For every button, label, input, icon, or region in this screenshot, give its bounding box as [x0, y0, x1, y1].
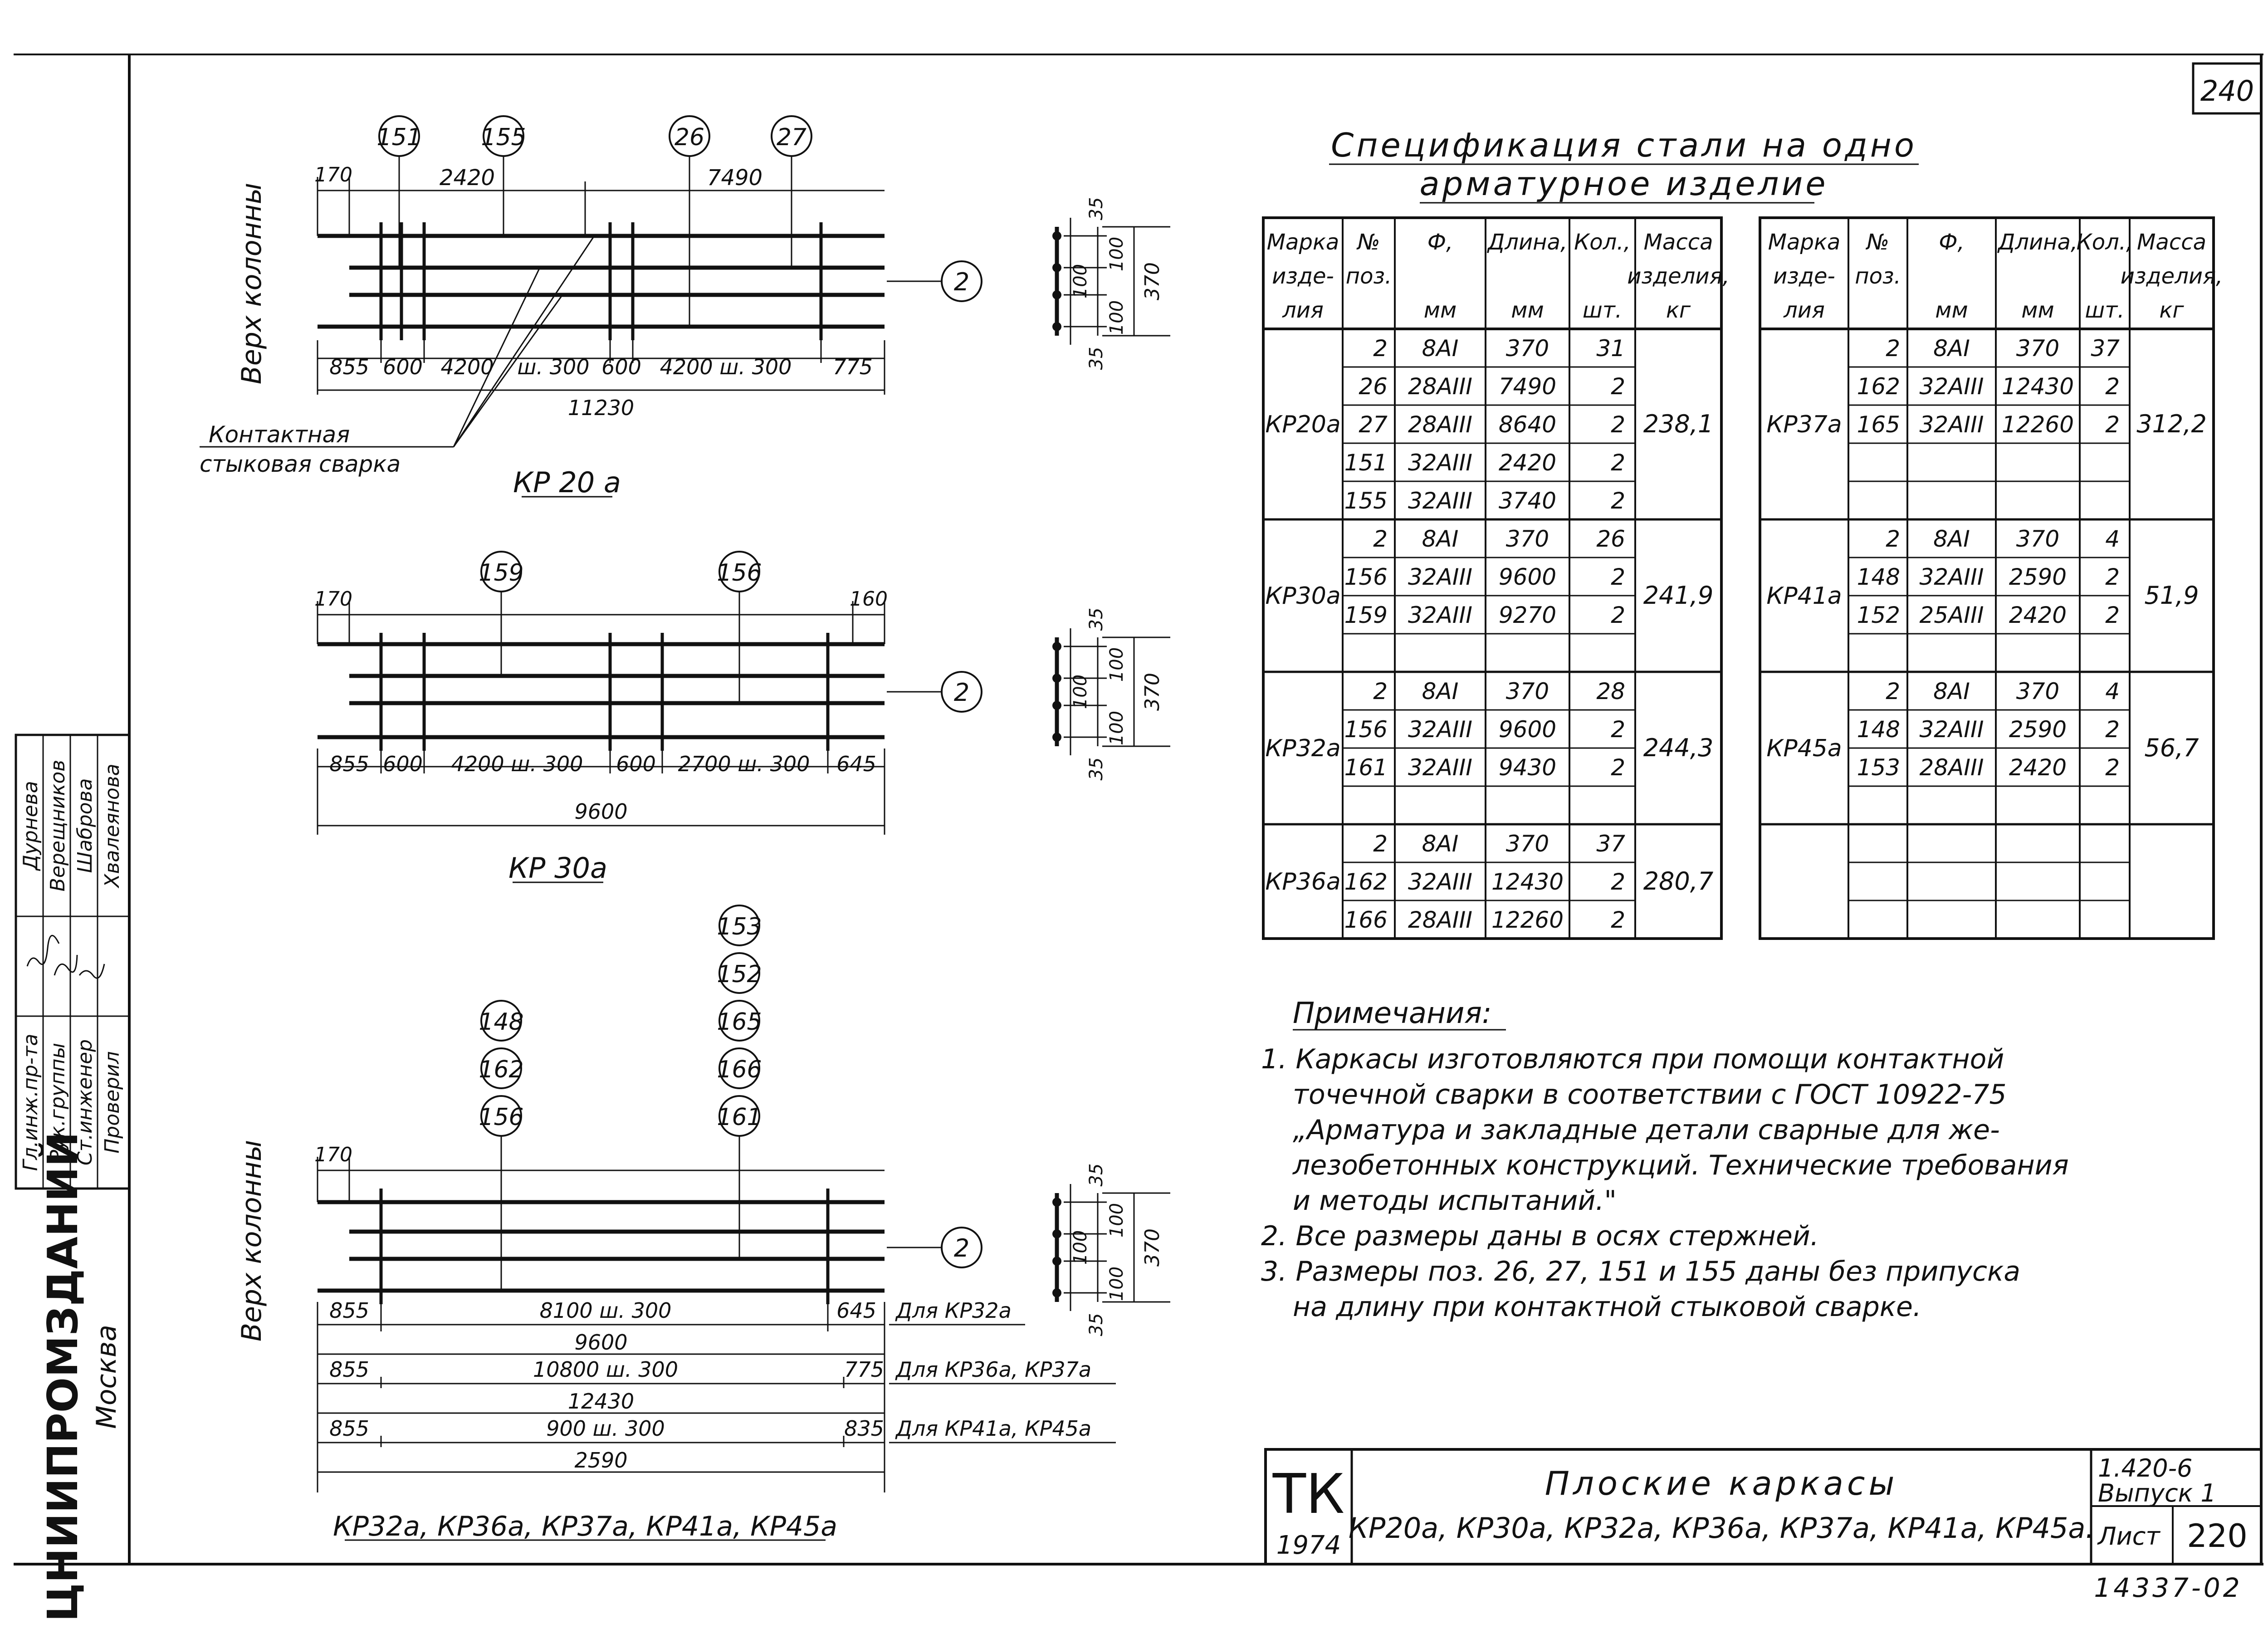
name-shabrova: Шаброва	[73, 778, 97, 873]
spec-length: 370	[2016, 335, 2060, 362]
drawing1-caption: КР 20 а	[513, 466, 621, 499]
svg-text:35: 35	[1086, 197, 1107, 220]
svg-text:775: 775	[844, 1357, 884, 1382]
drawing2-dim-4200-step: 4200 ш. 300	[451, 752, 583, 776]
spec-diameter: 32АIII	[1919, 411, 1984, 438]
spec-diameter: 32АIII	[1408, 869, 1473, 895]
spec-length: 12430	[1491, 869, 1564, 895]
drawing1-dim-7490: 7490	[707, 165, 763, 191]
header-text: Марка	[1768, 230, 1841, 255]
spec-qty: 2	[2105, 564, 2120, 590]
callout-153: 153	[717, 913, 762, 940]
spec-length: 370	[1505, 831, 1549, 857]
spec-pos: 156	[1344, 716, 1388, 743]
spec-length: 12260	[1491, 907, 1564, 933]
svg-text:8100 ш. 300: 8100 ш. 300	[539, 1298, 672, 1323]
spec-length: 9270	[1498, 602, 1557, 628]
svg-text:855: 855	[329, 1416, 369, 1441]
spec-qty: 2	[1611, 450, 1625, 476]
spec-diameter: 32АIII	[1408, 450, 1473, 476]
header-text: мм	[2021, 298, 2054, 323]
weld-label-line2: стыковая сварка	[200, 451, 401, 477]
svg-text:10800 ш. 300: 10800 ш. 300	[533, 1357, 679, 1382]
svg-text:900 ш. 300: 900 ш. 300	[546, 1416, 665, 1441]
organization-name: ЦНИИПРОМЗДАНИЙ	[39, 1131, 87, 1622]
header-text: поз.	[1855, 264, 1901, 289]
header-text: мм	[1935, 298, 1968, 323]
spec-diameter: 8АI	[1933, 526, 1970, 552]
note-line-5: и методы испытаний."	[1293, 1185, 1617, 1217]
spec-mark: КР32а	[1265, 735, 1341, 762]
header-text: мм	[1423, 298, 1457, 323]
spec-pos: 2	[1886, 678, 1900, 704]
drawing3-bar-callout	[942, 1228, 982, 1267]
header-text: кг	[2159, 298, 2184, 323]
role-chief-engineer: Гл.инж.пр-та	[19, 1033, 42, 1171]
spec-length: 2420	[2009, 754, 2067, 781]
spec-pos: 2	[1886, 526, 1900, 552]
spec-qty: 2	[1611, 869, 1625, 895]
spec-qty: 2	[1611, 716, 1625, 743]
name-khvaleyanova: Хвалеянова	[101, 763, 124, 888]
spec-diameter: 8АI	[1422, 678, 1459, 704]
spec-diameter: 32АIII	[1408, 564, 1473, 590]
spec-length: 3740	[1498, 488, 1557, 514]
spec-mark: КР20а	[1265, 411, 1341, 438]
svg-text:100: 100	[1106, 647, 1127, 682]
spec-qty: 2	[2105, 754, 2120, 781]
svg-text:Для КР32а: Для КР32а	[896, 1298, 1012, 1323]
title-series: 1.420-6	[2098, 1454, 2193, 1482]
header-text: шт.	[1582, 298, 1623, 323]
spec-length: 12430	[2001, 373, 2074, 400]
header-text: шт.	[2085, 298, 2125, 323]
spec-mark: КР45а	[1766, 735, 1842, 762]
header-text: Длина,	[1998, 230, 2078, 255]
header-text: Масса	[1643, 230, 1713, 255]
callout-156: 156	[479, 1104, 524, 1131]
spec-pos: 2	[1373, 526, 1388, 552]
svg-text:855: 855	[329, 1357, 369, 1382]
spec-qty: 4	[2105, 526, 2120, 552]
svg-text:100: 100	[1070, 264, 1091, 299]
spec-pos: 2	[1886, 335, 1900, 362]
header-text: Масса	[2136, 230, 2207, 255]
svg-text:100: 100	[1070, 1230, 1091, 1265]
spec-pos: 148	[1857, 564, 1900, 590]
svg-text:855: 855	[329, 1298, 369, 1323]
svg-text:100: 100	[1106, 236, 1127, 272]
note-line-8: на длину при контактной стыковой сварке.	[1293, 1291, 1922, 1323]
svg-text:35: 35	[1086, 1313, 1107, 1336]
spec-pos: 155	[1344, 488, 1388, 514]
spec-mass: 241,9	[1643, 581, 1714, 610]
drawing2-dim-600a: 600	[383, 752, 423, 776]
header-text: изделия,	[2120, 264, 2223, 289]
svg-text:2: 2	[953, 268, 970, 296]
spec-diameter: 8АI	[1933, 335, 1970, 362]
spec-qty: 2	[2105, 602, 2120, 628]
svg-text:100: 100	[1106, 710, 1127, 746]
spec-qty: 2	[1611, 907, 1625, 933]
header-text: Ф,	[1427, 230, 1453, 255]
spec-qty: 31	[1596, 335, 1625, 362]
spec-diameter: 32АIII	[1919, 716, 1984, 743]
spec-diameter: 8АI	[1422, 526, 1459, 552]
spec-qty: 26	[1596, 526, 1625, 552]
spec-mass: 56,7	[2144, 734, 2199, 762]
spec-qty: 2	[1611, 411, 1625, 438]
header-text: Ф,	[1939, 230, 1965, 255]
header-text: изде-	[1773, 264, 1835, 289]
spec-qty: 4	[2105, 678, 2120, 704]
header-text: Кол.,	[1574, 230, 1631, 255]
header-text: лия	[1282, 298, 1324, 323]
spec-diameter: 28АIII	[1408, 373, 1473, 400]
spec-mass: 312,2	[2136, 410, 2207, 438]
role-group-head: Рук.группы	[46, 1042, 69, 1162]
callout-161: 161	[717, 1104, 762, 1131]
spec-diameter: 25АIII	[1919, 602, 1984, 628]
organization-city: Москва	[91, 1325, 122, 1429]
spec-qty: 2	[1611, 564, 1625, 590]
header-text: Длина,	[1487, 230, 1568, 255]
spec-length: 370	[2016, 526, 2060, 552]
spec-pos: 162	[1857, 373, 1900, 400]
spec-diameter: 8АI	[1422, 831, 1459, 857]
spec-pos: 166	[1344, 907, 1388, 933]
spec-mass: 238,1	[1643, 410, 1714, 438]
spec-pos: 2	[1373, 678, 1388, 704]
header-text: Кол.,	[2076, 230, 2133, 255]
note-line-6: 2. Все размеры даны в осях стержней.	[1261, 1220, 1819, 1252]
spec-length: 8640	[1498, 411, 1557, 438]
svg-text:35: 35	[1086, 757, 1107, 781]
svg-text:370: 370	[1141, 262, 1164, 300]
drawing2-dim-855: 855	[329, 752, 369, 776]
notes-title: Примечания:	[1293, 997, 1492, 1030]
svg-text:2: 2	[953, 678, 970, 707]
title-main: Плоские каркасы	[1545, 1464, 1898, 1502]
drawing1-dim-total: 11230	[567, 396, 635, 420]
spec-qty: 2	[1611, 602, 1625, 628]
drawing3-dim-170: 170	[314, 1143, 352, 1166]
spec-diameter: 32АIII	[1919, 564, 1984, 590]
header-text: изде-	[1272, 264, 1334, 289]
svg-text:100: 100	[1070, 674, 1091, 709]
svg-text:645: 645	[836, 1298, 876, 1323]
svg-text:159: 159	[479, 559, 524, 587]
spec-diameter: 8АI	[1422, 335, 1459, 362]
spec-diameter: 28АIII	[1919, 754, 1984, 781]
drawing3-side-label: Верх колонны	[236, 1140, 268, 1342]
spec-diameter: 28АIII	[1408, 411, 1473, 438]
drawing1-dim-855: 855	[329, 355, 369, 379]
spec-qty: 2	[1611, 754, 1625, 781]
spec-length: 370	[1505, 335, 1549, 362]
header-text: поз.	[1345, 264, 1392, 289]
callout-152: 152	[717, 961, 762, 988]
drawing2-caption: КР 30а	[508, 851, 607, 885]
spec-pos: 148	[1857, 716, 1900, 743]
header-text: №	[1867, 230, 1889, 255]
spec-pos: 165	[1857, 411, 1900, 438]
spec-length: 7490	[1498, 373, 1557, 400]
spec-length: 2420	[2009, 602, 2067, 628]
svg-text:26: 26	[674, 124, 705, 151]
title-year: 1974	[1276, 1531, 1341, 1560]
header-text: кг	[1666, 298, 1691, 323]
spec-length: 2590	[2009, 716, 2067, 743]
sheet-number-top: 240	[2200, 74, 2254, 108]
spec-pos: 27	[1359, 411, 1388, 438]
spec-title-line1: Спецификация стали на одно	[1331, 126, 1917, 164]
header-text: лия	[1784, 298, 1825, 323]
drawing1-dim-4200: 4200	[440, 355, 494, 379]
spec-mark: КР41а	[1766, 582, 1842, 610]
svg-text:Для КР41а, КР45а: Для КР41а, КР45а	[896, 1416, 1092, 1441]
spec-diameter: 32АIII	[1408, 602, 1473, 628]
spec-diameter: 32АIII	[1408, 754, 1473, 781]
spec-length: 370	[1505, 678, 1549, 704]
svg-text:35: 35	[1086, 347, 1107, 370]
drawing1-dim-2420: 2420	[439, 165, 495, 191]
spec-mark: КР36а	[1265, 868, 1341, 895]
spec-mass: 51,9	[2144, 581, 2199, 610]
svg-text:2: 2	[953, 1234, 970, 1262]
spec-pos: 159	[1344, 602, 1388, 628]
spec-length: 2420	[1498, 450, 1557, 476]
spec-mass: 244,3	[1643, 734, 1714, 762]
title-tk: ТК	[1272, 1463, 1345, 1526]
svg-text:835: 835	[844, 1416, 884, 1441]
header-text: мм	[1511, 298, 1544, 323]
note-line-4: лезобетонных конструкций. Технические требования	[1293, 1150, 2069, 1181]
spec-pos: 152	[1857, 602, 1900, 628]
svg-text:12430: 12430	[567, 1389, 635, 1414]
svg-text:151: 151	[376, 124, 422, 151]
spec-pos: 162	[1344, 869, 1388, 895]
note-line-2: точечной сварки в соответствии с ГОСТ 10922-75	[1293, 1079, 2007, 1111]
drawing1-dim-step300: ш. 300	[517, 355, 590, 379]
svg-text:370: 370	[1141, 673, 1164, 711]
spec-diameter: 28АIII	[1408, 907, 1473, 933]
spec-mark: КР37а	[1766, 411, 1842, 438]
spec-pos: 2	[1373, 831, 1388, 857]
drawing-code: 14337-02	[2094, 1572, 2243, 1603]
svg-text:100: 100	[1106, 1266, 1127, 1301]
svg-text:156: 156	[717, 559, 762, 587]
spec-mass: 280,7	[1643, 867, 1714, 895]
drawing2-bar-callout	[942, 672, 982, 712]
svg-text:100: 100	[1106, 300, 1127, 335]
spec-qty: 2	[2105, 373, 2120, 400]
drawing1-bar-callout	[942, 261, 982, 301]
spec-length: 370	[1505, 526, 1549, 552]
spec-length: 2590	[2009, 564, 2067, 590]
callout-165: 165	[717, 1008, 762, 1036]
drawing2-dim-645: 645	[836, 752, 876, 776]
drawing2-dim-600b: 600	[616, 752, 656, 776]
header-text: изделия,	[1627, 264, 1730, 289]
note-line-3: „Арматура и закладные детали сварные для же-	[1293, 1114, 2000, 1146]
spec-qty: 2	[2105, 411, 2120, 438]
drawing1-dim-775: 775	[833, 355, 873, 379]
svg-text:35: 35	[1086, 1163, 1107, 1187]
spec-qty: 2	[1611, 373, 1625, 400]
drawing1-dim-600b: 600	[601, 355, 641, 379]
spec-qty: 2	[2105, 716, 2120, 743]
drawing1-dim-170: 170	[314, 163, 352, 186]
spec-pos: 153	[1857, 754, 1900, 781]
spec-diameter: 32АIII	[1408, 488, 1473, 514]
spec-qty: 37	[2091, 335, 2120, 362]
drawing3-caption: КР32а, КР36а, КР37а, КР41а, КР45а	[332, 1511, 838, 1542]
spec-pos: 151	[1344, 450, 1388, 476]
weld-label-line1: Контактная	[209, 421, 350, 448]
spec-title-line2: арматурное изделие	[1419, 165, 1828, 203]
svg-text:370: 370	[1141, 1228, 1164, 1267]
callout-162: 162	[479, 1056, 524, 1083]
note-line-1: 1. Каркасы изготовляются при помощи контактной	[1261, 1043, 2004, 1075]
svg-text:27: 27	[776, 124, 807, 151]
svg-text:100: 100	[1106, 1203, 1127, 1238]
name-durneva: Дурнева	[19, 781, 42, 871]
spec-pos: 161	[1344, 754, 1388, 781]
spec-length: 12260	[2001, 411, 2074, 438]
svg-text:35: 35	[1086, 607, 1107, 631]
spec-pos: 26	[1359, 373, 1388, 400]
spec-diameter: 8АI	[1933, 678, 1970, 704]
name-vereshchnikov: Верещников	[46, 759, 69, 892]
svg-text:155: 155	[481, 124, 526, 151]
drawing1-dim-600a: 600	[383, 355, 423, 379]
spec-diameter: 32АIII	[1919, 373, 1984, 400]
spec-mark: КР30а	[1265, 582, 1341, 610]
spec-length: 370	[2016, 678, 2060, 704]
spec-length: 9600	[1498, 716, 1557, 743]
drawing2-dim-2700-step: 2700 ш. 300	[678, 752, 810, 776]
header-text: №	[1357, 230, 1380, 255]
spec-pos: 2	[1373, 335, 1388, 362]
spec-diameter: 32АIII	[1408, 716, 1473, 743]
role-senior-engineer: Ст.инженер	[73, 1039, 97, 1166]
title-sheet-label: Лист	[2098, 1522, 2160, 1551]
spec-qty: 37	[1596, 831, 1625, 857]
spec-qty: 2	[1611, 488, 1625, 514]
callout-148: 148	[479, 1008, 524, 1036]
header-text: Марка	[1266, 230, 1339, 255]
drawing2-dim-160: 160	[850, 587, 888, 611]
spec-length: 9600	[1498, 564, 1557, 590]
drawing1-side-label: Верх колонны	[236, 182, 268, 385]
drawing2-dim-170: 170	[314, 587, 352, 611]
title-subtitle: КР20а, КР30а, КР32а, КР36а, КР37а, КР41а, КР45а.	[1348, 1512, 2095, 1545]
title-sheet-number: 220	[2187, 1517, 2248, 1555]
drawing1-dim-4200-step: 4200 ш. 300	[660, 355, 792, 379]
svg-text:9600: 9600	[574, 1330, 628, 1355]
svg-text:2590: 2590	[574, 1448, 628, 1473]
spec-length: 9430	[1498, 754, 1557, 781]
note-line-7: 3. Размеры поз. 26, 27, 151 и 155 даны без припуска	[1261, 1256, 2020, 1287]
callout-166: 166	[717, 1056, 762, 1083]
spec-pos: 156	[1344, 564, 1388, 590]
title-issue: Выпуск 1	[2098, 1479, 2216, 1507]
drawing2-dim-total: 9600	[574, 799, 628, 824]
svg-text:Для КР36а, КР37а: Для КР36а, КР37а	[896, 1357, 1092, 1382]
spec-qty: 28	[1596, 678, 1625, 704]
role-checked: Проверил	[101, 1051, 124, 1154]
